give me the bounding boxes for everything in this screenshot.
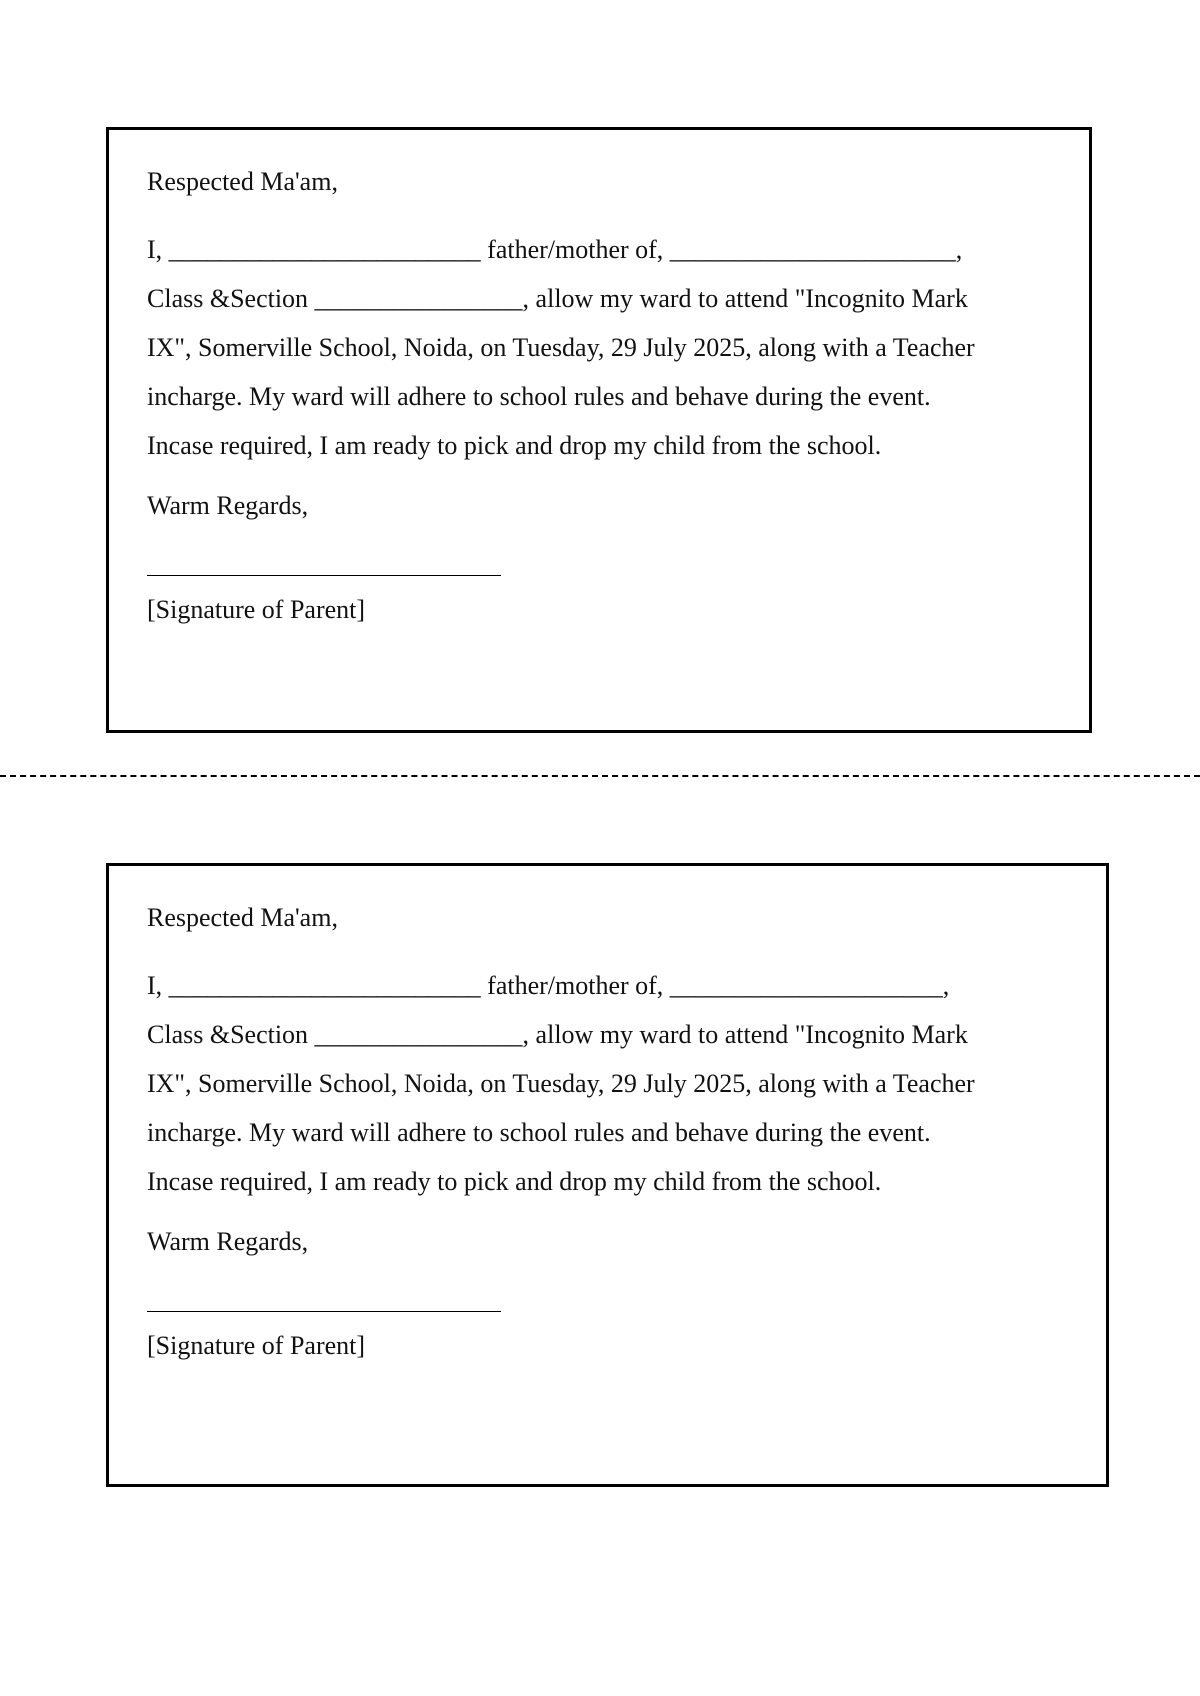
consent-paragraph <box>147 225 1059 470</box>
consent-line: incharge. My ward will adhere to school rules and behave during the event. <box>147 1118 931 1148</box>
cut-line-divider <box>0 775 1200 777</box>
slip-content <box>147 166 1059 626</box>
consent-paragraph <box>147 961 1076 1206</box>
consent-line: Class &Section ________________, allow my ward to attend "Incognito Mark <box>147 284 968 314</box>
consent-line: Incase required, I am ready to pick and drop my child from the school. <box>147 1167 882 1197</box>
consent-line: I, ________________________ father/mother of, ______________________, <box>147 235 963 265</box>
consent-line: IX", Somerville School, Noida, on Tuesday, 29 July 2025, along with a Teacher <box>147 1069 975 1099</box>
signature-label: [Signature of Parent] <box>147 1331 366 1361</box>
signature-line <box>147 575 501 576</box>
closing: Warm Regards, <box>147 491 309 521</box>
signature-line <box>147 1311 501 1312</box>
consent-line: incharge. My ward will adhere to school rules and behave during the event. <box>147 382 931 412</box>
slip-content <box>147 902 1076 1362</box>
consent-line: I, ________________________ father/mother of, _____________________, <box>147 971 950 1001</box>
closing: Warm Regards, <box>147 1227 309 1257</box>
salutation: Respected Ma'am, <box>147 903 338 932</box>
consent-slip-bottom <box>106 863 1109 1487</box>
consent-line: Incase required, I am ready to pick and drop my child from the school. <box>147 431 882 461</box>
consent-line: IX", Somerville School, Noida, on Tuesday, 29 July 2025, along with a Teacher <box>147 333 975 363</box>
consent-line: Class &Section ________________, allow my ward to attend "Incognito Mark <box>147 1020 968 1050</box>
consent-slip-top <box>106 127 1092 733</box>
signature-label: [Signature of Parent] <box>147 595 366 625</box>
salutation: Respected Ma'am, <box>147 167 338 196</box>
